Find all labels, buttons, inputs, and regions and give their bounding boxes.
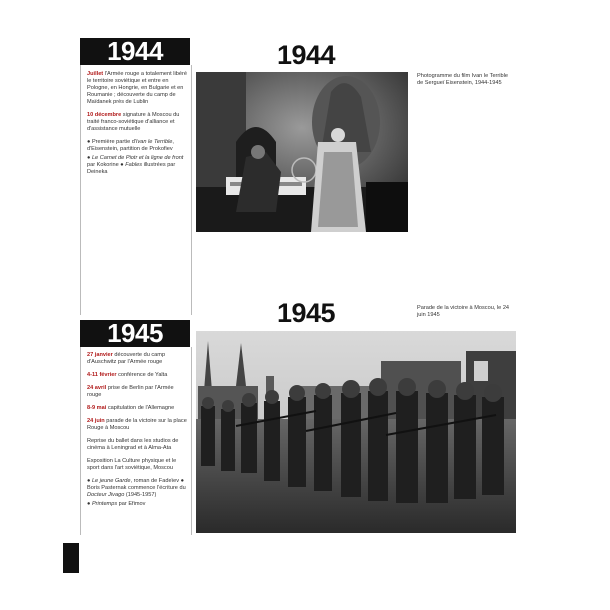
bullet-text: , d'Eisenstein, partition de Prokofiev: [87, 139, 174, 152]
note-text: Reprise du ballet dans les studios de cinéma à Leningrad et à Alma-Ata: [87, 438, 179, 451]
caption-1944: Photogramme du film Ivan le Terrible de Sergueï Eisenstein, 1944-1945: [417, 73, 508, 86]
timeline-entry: [87, 372, 187, 379]
victory-parade-image: [196, 331, 516, 533]
bullet-title: Le Carnet de Piotr et la ligne de front: [91, 155, 184, 161]
entry-text: prise de Berlin par l'Armée rouge: [87, 385, 174, 398]
bullet-text: par Kokorine: [87, 162, 119, 168]
entry-date: 27 janvier: [87, 352, 113, 358]
bullet-text: (1945-1957): [124, 492, 157, 498]
page-title-1944: 1944: [277, 40, 336, 70]
bullet-title: Printemps: [91, 501, 118, 507]
film-still-photo: [196, 72, 408, 232]
caption-1945: Parade de la victoire à Moscou, le 24 juin 1945: [417, 305, 510, 318]
timeline-entry: [87, 112, 187, 133]
timeline-entry: [87, 418, 187, 432]
victory-parade-photo: [196, 331, 516, 533]
entry-text: découverte du camp d'Auschwitz par l'Armée rouge: [87, 352, 166, 365]
entry-date: 4-11 février: [87, 372, 117, 378]
page-title-1945: 1945: [277, 298, 336, 328]
bullet-item: ● Le Carnet de Piotr et la ligne de front par Kokorine ● Fables illustrées par Deineka: [87, 155, 184, 175]
bullet-title: Le jeune Garde: [91, 478, 131, 484]
note-text: Exposition La Culture physique et le sport dans l'art soviétique, Moscou: [87, 458, 177, 471]
entry-date: 8-9 mai: [87, 405, 107, 411]
year-box-1945: 1945: [80, 320, 190, 347]
year-box-1944: 1944: [80, 38, 190, 65]
bullet-text: Première partie d': [91, 139, 136, 145]
entry-text: signature à Moscou du traité franco-soviétique d'alliance et d'assistance mutuelle: [87, 112, 180, 132]
bullet-item: ● Printemps par Efimov: [87, 501, 146, 507]
entry-text: capitulation de l'Allemagne: [106, 405, 175, 411]
bullet-text: illustrées par Deineka: [87, 162, 176, 175]
bullet-text: Boris Pasternak commence l'écriture du: [87, 485, 186, 491]
film-still-image: [196, 72, 408, 232]
entry-text: conférence de Yalta: [116, 372, 168, 378]
bullet-text: par Efimov: [117, 501, 146, 507]
timeline-entry: [87, 71, 187, 106]
timeline-1944: [87, 71, 187, 178]
bullet-title: Docteur Jivago: [87, 492, 125, 498]
bullet-title: Ivan le Terrible: [135, 139, 173, 145]
entry-text: parade de la victoire sur la place Rouge à Moscou: [87, 418, 187, 431]
timeline-entry: [87, 405, 187, 412]
entry-text: l'Armée rouge a totalement libéré le territoire soviétique et entre en Pologne, en Hongrie, en Bulgarie et en Roumanie ; découverte du camp de Maïdanek près de Lublin: [87, 71, 187, 105]
entry-date: Juillet: [87, 71, 104, 77]
timeline-1945: [87, 352, 187, 510]
bullet-text: , roman de Fadeïev: [130, 478, 180, 484]
entry-date: 24 juin: [87, 418, 105, 424]
bullet-title: Fables: [125, 162, 143, 168]
timeline-entry: [87, 385, 187, 399]
page-edge-marker: [63, 543, 79, 573]
timeline-entry: [87, 352, 187, 366]
bullet-item: ● Le jeune Garde, roman de Fadeïev ● Boris Pasternak commence l'écriture du Docteur Jivago (1945-1957): [87, 478, 186, 498]
bullet-item: ● Première partie d'Ivan le Terrible, d'Eisenstein, partition de Prokofiev: [87, 139, 174, 152]
entry-date: 10 décembre: [87, 112, 122, 118]
entry-date: 24 avril: [87, 385, 107, 391]
